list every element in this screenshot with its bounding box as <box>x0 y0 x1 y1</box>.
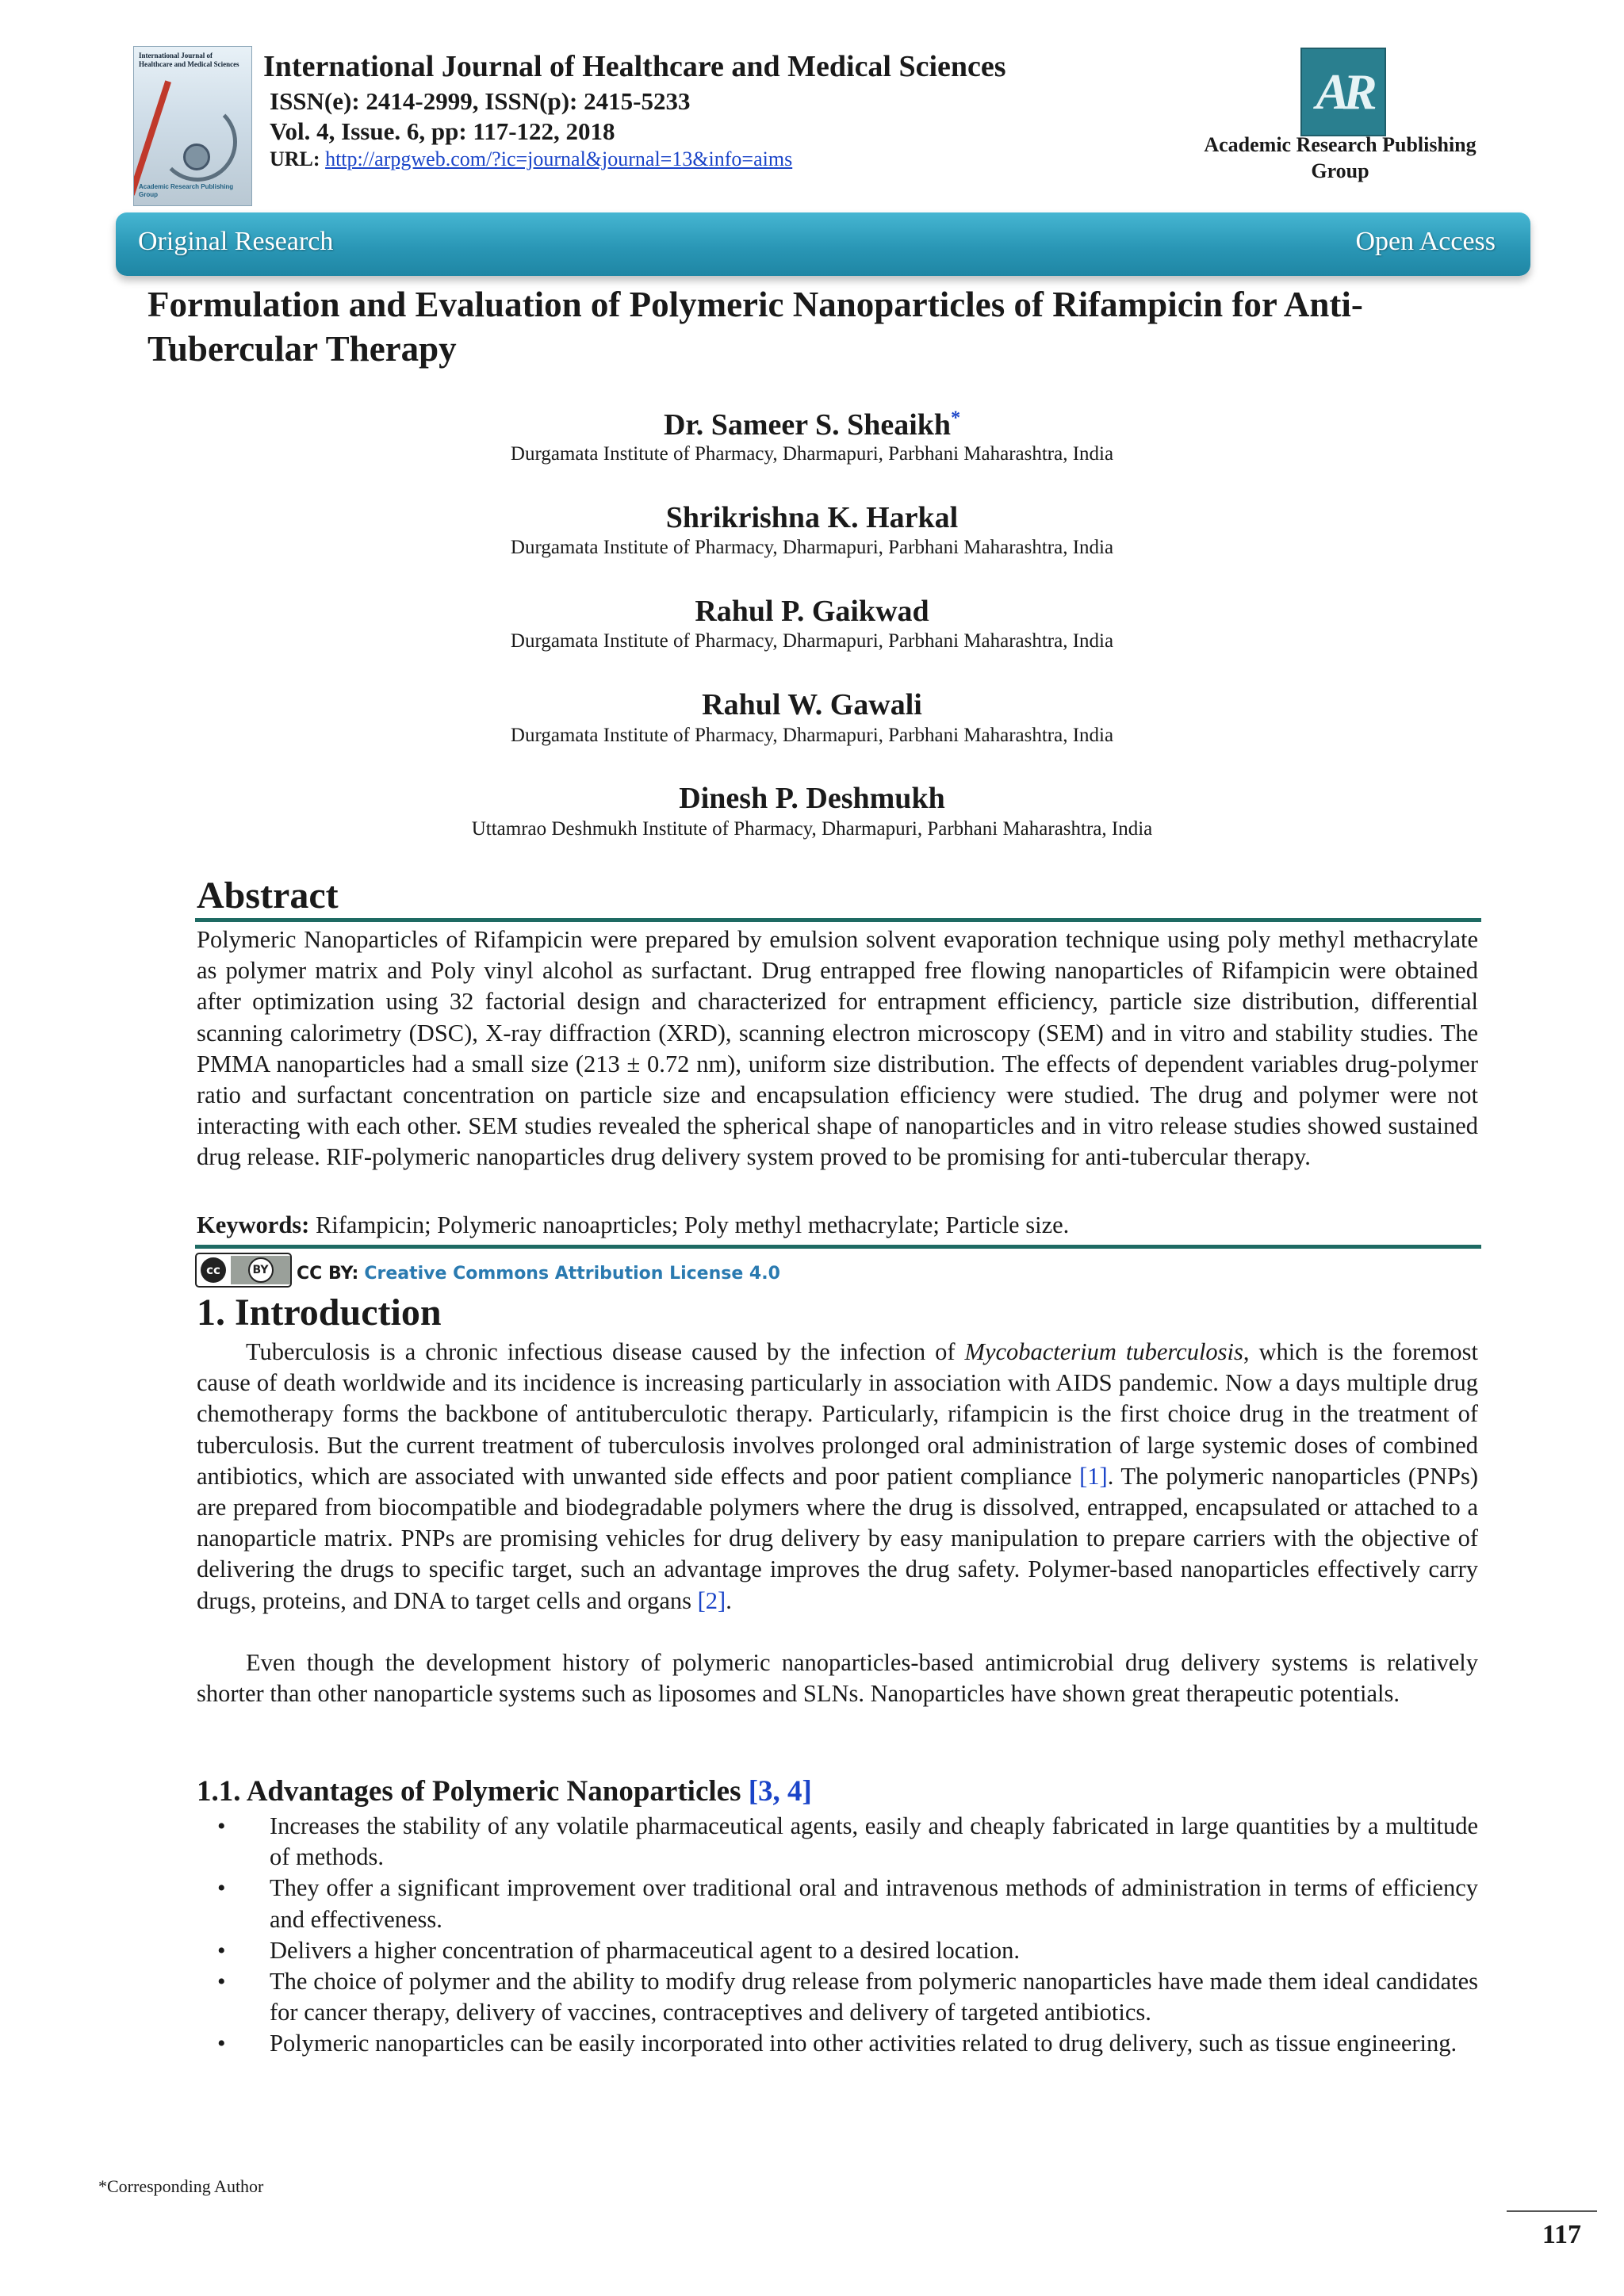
journal-url-line <box>270 147 792 171</box>
keywords-line <box>197 1210 1478 1241</box>
citation-link[interactable]: [1] <box>1079 1462 1108 1490</box>
species-name: Mycobacterium tuberculosis <box>964 1338 1243 1365</box>
author-affiliation: Durgamata Institute of Pharmacy, Dharmapuri, Parbhani Maharashtra, India <box>510 443 1114 465</box>
author-affiliation: Durgamata Institute of Pharmacy, Dharmapuri, Parbhani Maharashtra, India <box>510 725 1114 746</box>
page-number: 117 <box>1542 2220 1581 2249</box>
citation-link[interactable]: [2] <box>697 1586 726 1614</box>
corresponding-mark: * <box>951 408 961 429</box>
abstract-text: Polymeric Nanoparticles of Rifampicin were prepared by emulsion solvent evaporation technique using poly methyl methacrylate as polymer matrix and Poly vinyl alcohol as surfactant. Drug entrapped free flowing nanoparticles of Rifampicin were obtained after optimization using 32 factorial design and characterized for entrapment efficiency, particle size distribution, differential scanning calorimetry (DSC), X-ray diffraction (XRD), scanning electron microscopy (SEM) and in vitro and stability studies. The PMMA nanoparticles had a small size (213 ± 0.72 nm), uniform size distribution. The effects of dependent variables drug-polymer ratio and surfactant concentration on particle size and encapsulation efficiency were studied. The drug and polymer were not interacting with each other. SEM studies revealed the spherical shape of nanoparticles and in vitro release studies showed sustained drug release. RIF-polymeric nanoparticles drug delivery system proved to be promising for anti-tubercular therapy. <box>197 926 1478 1171</box>
list-item: • The choice of polymer and the ability to modify drug release from polymeric nanoparticles have made them ideal candidates for cancer therapy, delivery of vaccines, contraceptives and delivery of targeted antibiotics. <box>217 1968 1478 2026</box>
corresponding-author-note: *Corresponding Author <box>98 2176 264 2196</box>
journal-name: International Journal of Healthcare and Medical Sciences <box>263 50 1006 83</box>
list-item: • Increases the stability of any volatile pharmaceutical agents, easily and cheaply fabricated in large quantities by a multitude of methods. <box>217 1812 1478 1871</box>
introduction-paragraph-1: Tuberculosis is a chronic infectious disease caused by the infection of Mycobacterium tuberculosis, which is the foremost cause of death worldwide and its incidence is increasing particularly in association with AIDS pandemic. Now a days multiple drug chemotherapy forms the backbone of antituberculotic therapy. Particularly, rifampicin is the first choice drug in the treatment of tuberculosis. But the current treatment of tuberculosis involves prolonged oral administration of large systemic doses of combined antibiotics, which are associated with unwanted side effects and poor patient compliance [1]. The polymeric nanoparticles (PNPs) are prepared from biocompatible and biodegradable polymers where the drug is dissolved, entrapped, encapsulated or attached to a nanoparticle matrix. PNPs are promising vehicles for drug delivery by easy manipulation to prepare carriers with the objective of delivering the drugs to specific target, such an advantage improves the drug safety. Polymer-based nanoparticles effectively carry drugs, proteins, and DNA to target cells and organs [2]. <box>197 1338 1479 1614</box>
article-title: Formulation and Evaluation of Polymeric Nanoparticles of Rifampicin for Anti-Tubercular Therapy <box>147 285 1363 369</box>
by-icon: BY <box>248 1257 274 1283</box>
author-name: Rahul W. Gawali <box>702 688 922 721</box>
url-label: URL: <box>270 147 320 170</box>
author-name: Dinesh P. Deshmukh <box>679 782 945 815</box>
license-line <box>297 1264 780 1284</box>
author-name: Rahul P. Gaikwad <box>695 595 929 628</box>
abstract-top-rule <box>195 918 1481 922</box>
article-type-banner <box>116 212 1530 276</box>
license-label: CC BY: <box>297 1264 359 1284</box>
citation-link[interactable]: [3, 4] <box>748 1775 812 1808</box>
bullet-icon: • <box>217 1813 226 1839</box>
introduction-heading: 1. Introduction <box>197 1292 442 1334</box>
bullet-icon: • <box>217 1937 226 1964</box>
bullet-icon: • <box>217 1969 226 1996</box>
author-name: Shrikrishna K. Harkal <box>665 501 959 534</box>
author-affiliation: Durgamata Institute of Pharmacy, Dharmapuri, Parbhani Maharashtra, India <box>510 630 1114 652</box>
banner-original-research: Original Research <box>138 227 334 256</box>
logo-text: AR <box>1316 63 1371 120</box>
abstract-bottom-rule <box>195 1245 1481 1249</box>
cc-icon: cc <box>201 1257 226 1283</box>
list-item: • They offer a significant improvement over traditional oral and intravenous methods of administration in terms of efficiency and effectiveness. <box>217 1874 1478 1933</box>
author-affiliation: Uttamrao Deshmukh Institute of Pharmacy, Dharmapuri, Parbhani Maharashtra, India <box>471 818 1153 840</box>
license-link[interactable]: Creative Commons Attribution License 4.0 <box>364 1264 780 1284</box>
journal-cover-image <box>133 46 252 206</box>
journal-volume: Vol. 4, Issue. 6, pp: 117-122, 2018 <box>270 117 615 145</box>
list-item: • Polymeric nanoparticles can be easily incorporated into other activities related to drug delivery, such as tissue engineering. <box>197 2028 1478 2059</box>
bullet-icon: • <box>217 2030 226 2057</box>
author-name: Dr. Sameer S. Sheaikh* <box>663 408 961 442</box>
banner-open-access: Open Access <box>1355 227 1496 256</box>
bullet-icon: • <box>217 1875 226 1902</box>
advantages-heading: 1.1. Advantages of Polymeric Nanoparticles [3, 4] <box>197 1775 812 1808</box>
cc-license-badge[interactable] <box>195 1253 292 1288</box>
author-affiliation: Durgamata Institute of Pharmacy, Dharmapuri, Parbhani Maharashtra, India <box>510 537 1114 558</box>
introduction-paragraph-2: Even though the development history of polymeric nanoparticles-based antimicrobial drug delivery systems is relatively shorter than other nanoparticle systems such as liposomes and SLNs. Nanoparticles have shown great therapeutic potentials. <box>197 1649 1478 1708</box>
publisher-logo <box>1300 48 1386 136</box>
page-number-rule <box>1507 2210 1597 2212</box>
advantages-list <box>197 1811 1478 2060</box>
list-item: • Delivers a higher concentration of pharmaceutical agent to a desired location. <box>197 1935 1478 1966</box>
journal-issn: ISSN(e): 2414-2999, ISSN(p): 2415-5233 <box>270 87 691 115</box>
cover-title: International Journal of Healthcare and Medical Sciences <box>139 52 239 68</box>
keywords-label: Keywords: <box>197 1211 310 1238</box>
publisher-name: Academic Research Publishing Group <box>1204 133 1477 182</box>
journal-url-link[interactable]: http://arpgweb.com/?ic=journal&journal=13&info=aims <box>325 147 793 170</box>
abstract-heading: Abstract <box>197 874 339 916</box>
cover-publisher: Academic Research Publishing Group <box>139 183 234 198</box>
by-icon-area <box>231 1256 290 1284</box>
keywords-text: Rifampicin; Polymeric nanoaprticles; Poly methyl methacrylate; Particle size. <box>315 1211 1070 1238</box>
stethoscope-chestpiece-graphic <box>183 144 210 170</box>
